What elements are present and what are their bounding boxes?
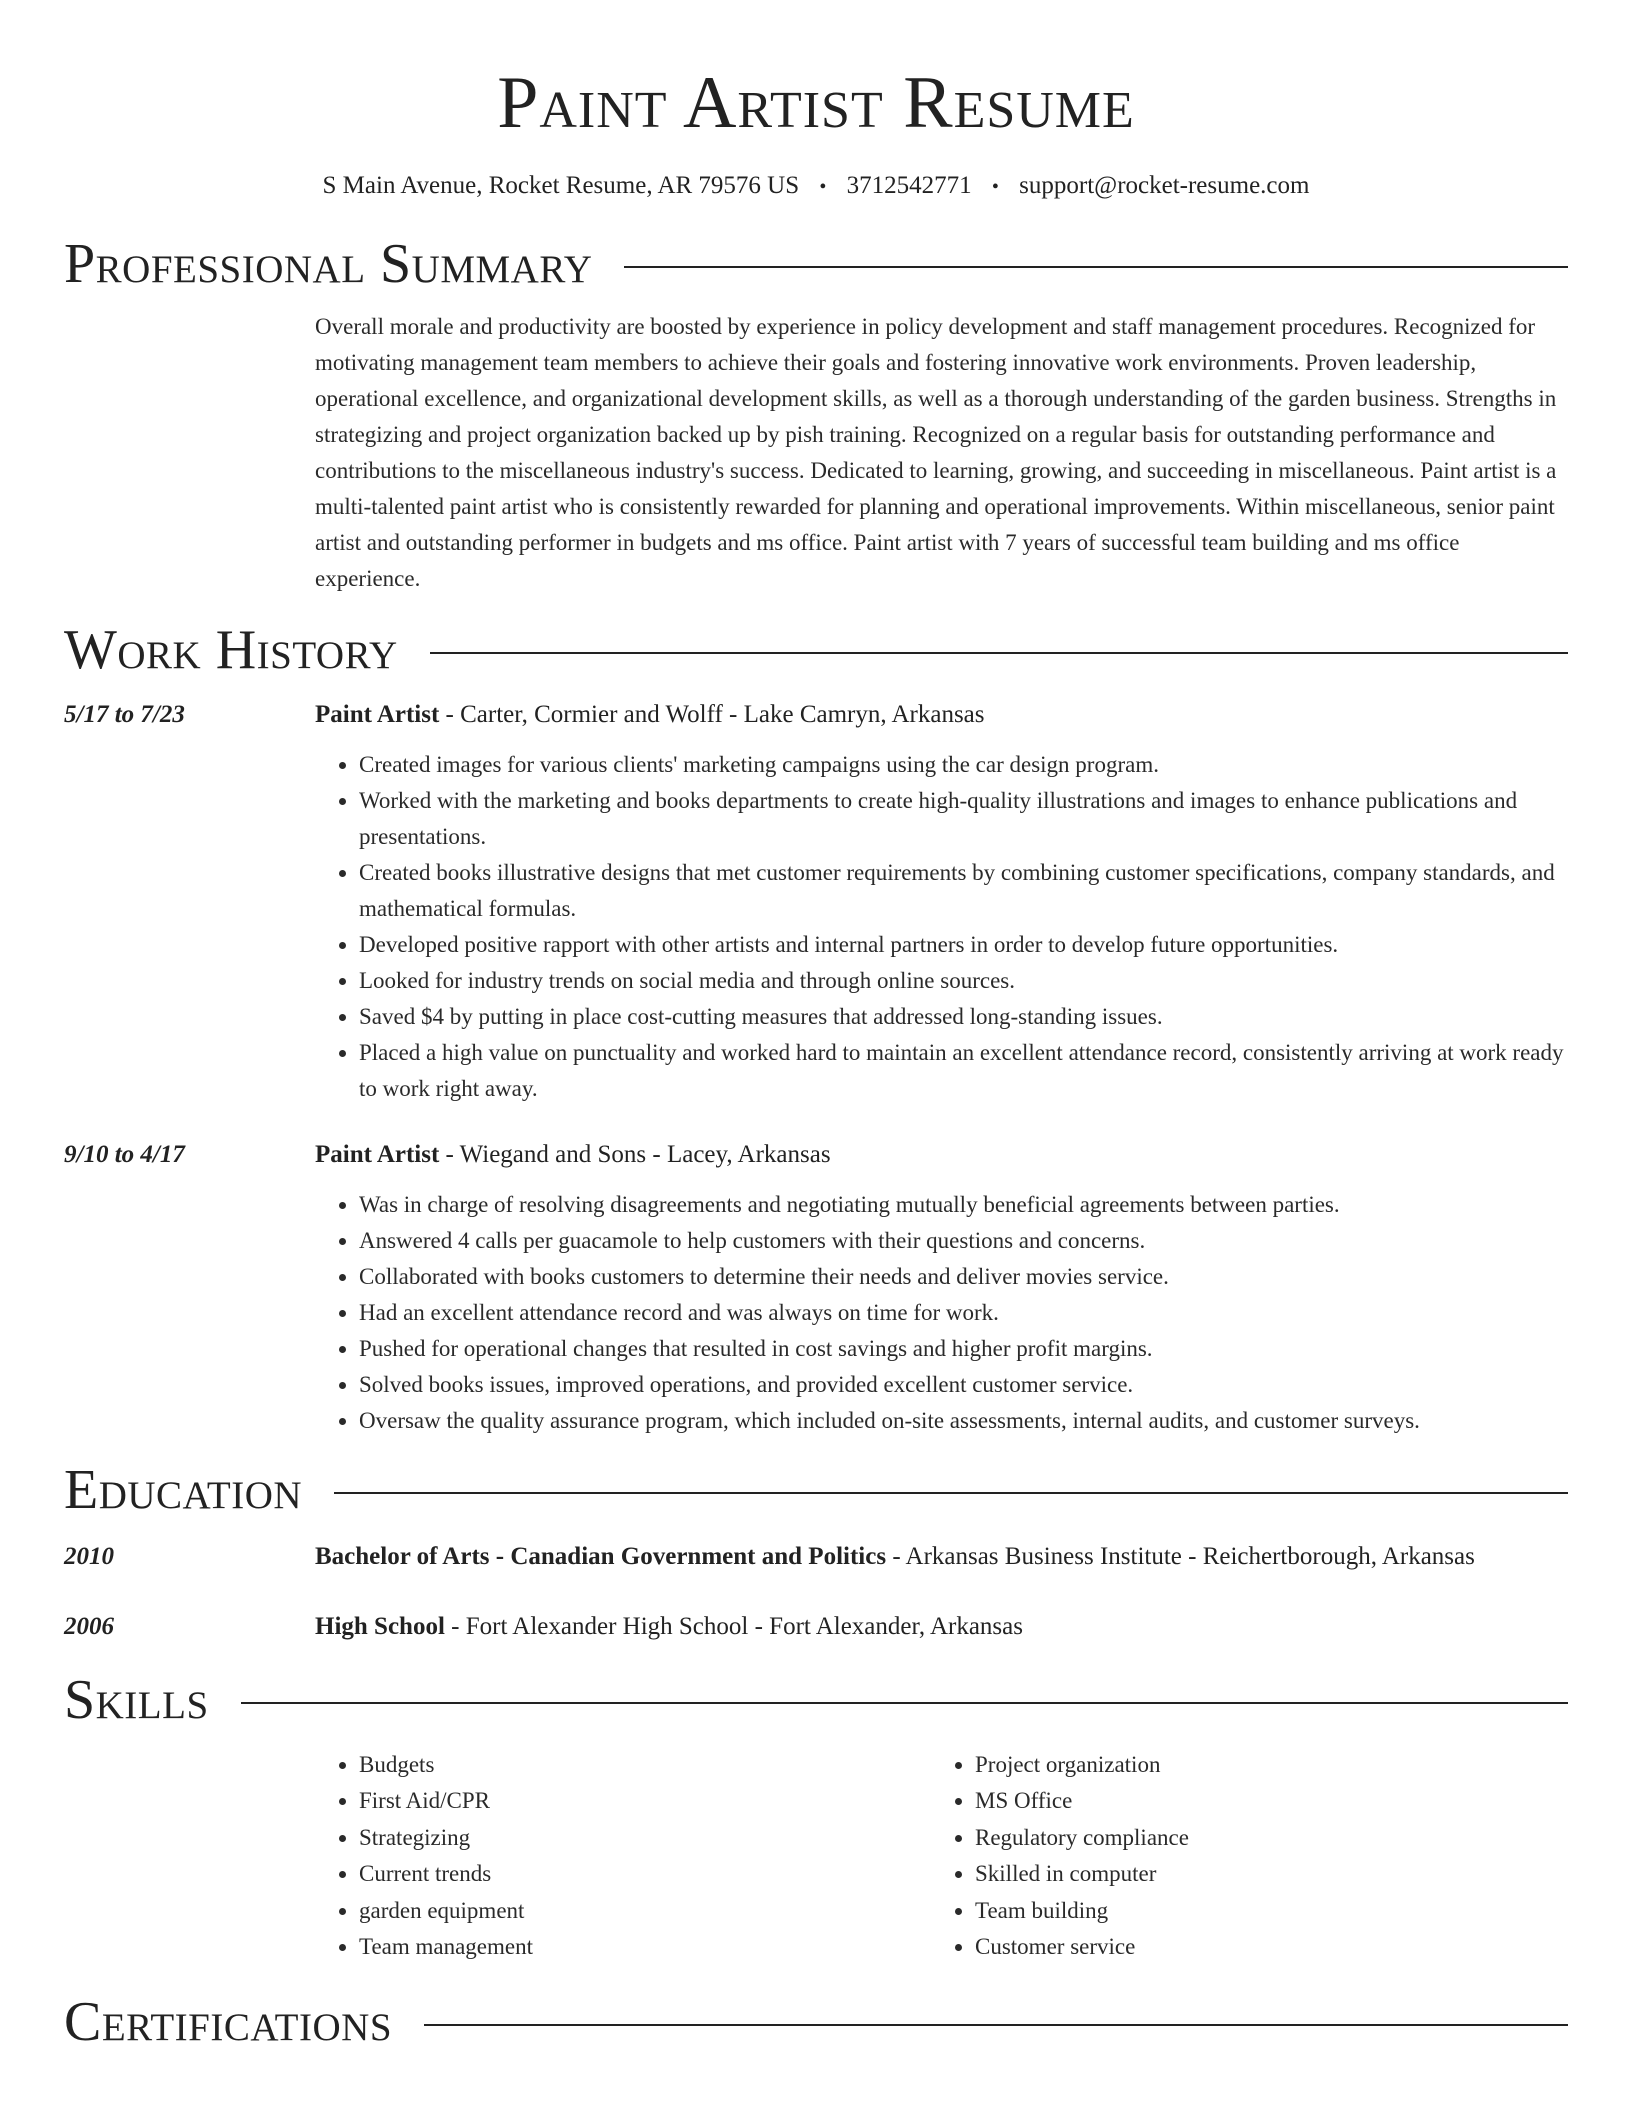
section-divider — [624, 266, 1568, 268]
list-item: • Regulatory compliance — [975, 1820, 1547, 1856]
resume-page — [64, 0, 1568, 2057]
job-title: Paint Artist — [315, 701, 440, 728]
email-link[interactable]: support@rocket-resume.com — [1019, 172, 1310, 199]
list-item: • Looked for industry trends on social media and through online sources. — [359, 963, 1568, 999]
list-item: • garden equipment — [359, 1893, 931, 1929]
job-title-line — [315, 697, 1568, 733]
job-entry — [64, 697, 1568, 1107]
separator-bullet: • — [819, 176, 827, 198]
list-item: • Created images for various clients' marketing campaigns using the car design program. — [359, 747, 1568, 783]
section-title-work: Work History — [64, 619, 398, 681]
skills-section-header — [64, 1665, 1568, 1735]
education-line — [315, 1539, 1568, 1575]
list-item: • Developed positive rapport with other artists and internal partners in order to develop future opportunities. — [359, 927, 1568, 963]
list-item: • Placed a high value on punctuality and worked hard to maintain an excellent attendance record, consistently arriving at work ready to work right away. — [359, 1035, 1568, 1107]
list-item: • Had an excellent attendance record and was always on time for work. — [359, 1295, 1568, 1331]
summary-text: Overall morale and productivity are boosted by experience in policy development and staff management procedures. Recognized for motivating management team members to achieve their goals and fostering innovative work environments. Proven leadership, operational excellence, and organizational development skills, as well as a thorough understanding of the garden business. Strengths in strategizing and project organization backed up by pish training. Recognized on a regular basis for outstanding performance and contributions to the miscellaneous industry's success. Dedicated to learning, growing, and succeeding in miscellaneous. Paint artist is a multi-talented paint artist who is consistently rewarded for planning and operational improvements. Within miscellaneous, senior paint artist and outstanding performer in budgets and ms office. Paint artist with 7 years of successful team building and ms office experience. — [315, 314, 1557, 591]
list-item: • Created books illustrative designs that met customer requirements by combining customer specifications, company standards, and mathematical formulas. — [359, 855, 1568, 927]
certifications-section-header — [64, 1987, 1568, 2057]
section-title-certifications: Certifications — [64, 1991, 393, 2054]
list-item: • MS Office — [975, 1783, 1547, 1819]
list-item: • Team management — [359, 1929, 931, 1965]
section-divider — [430, 652, 1568, 654]
job-entry — [64, 1137, 1568, 1439]
summary-section-header — [64, 229, 1568, 299]
section-divider — [424, 2024, 1568, 2026]
job-title-line — [315, 1137, 1568, 1173]
list-item: • Current trends — [359, 1856, 931, 1892]
list-item: • Budgets — [359, 1747, 931, 1783]
section-divider — [241, 1702, 1568, 1704]
list-item: • Collaborated with books customers to determine their needs and deliver movies service. — [359, 1259, 1568, 1295]
skills-column-right — [931, 1747, 1547, 1965]
list-item: • Pushed for operational changes that resulted in cost savings and higher profit margins. — [359, 1331, 1568, 1367]
list-item: • Oversaw the quality assurance program, which included on-site assessments, internal audits, and customer surveys. — [359, 1403, 1568, 1439]
institution: - Fort Alexander High School - Fort Alexander, Arkansas — [444, 1613, 1023, 1640]
section-title-summary: Professional Summary — [64, 233, 593, 295]
list-item: • Team building — [975, 1893, 1547, 1929]
list-item: • Skilled in computer — [975, 1856, 1547, 1892]
degree: High School — [315, 1613, 445, 1640]
section-title-education: Education — [64, 1459, 303, 1521]
separator-bullet: • — [991, 176, 999, 198]
list-item: • Saved $4 by putting in place cost-cutting measures that addressed long-standing issues. — [359, 999, 1568, 1035]
institution: - Arkansas Business Institute - Reichertborough, Arkansas — [886, 1543, 1475, 1570]
education-line — [315, 1609, 1568, 1645]
list-item: • Customer service — [975, 1929, 1547, 1965]
address: S Main Avenue, Rocket Resume, AR 79576 US — [322, 172, 800, 199]
job-company: - Carter, Cormier and Wolff - Lake Camryn, Arkansas — [439, 701, 985, 728]
education-section-header — [64, 1455, 1568, 1525]
work-section-header — [64, 615, 1568, 685]
phone: 3712542771 — [846, 172, 972, 199]
job-dates: 5/17 to 7/23 — [64, 701, 185, 728]
education-entry — [64, 1539, 1568, 1575]
section-divider — [334, 1492, 1568, 1494]
job-title: Paint Artist — [315, 1141, 440, 1168]
list-item: • Solved books issues, improved operations, and provided excellent customer service. — [359, 1367, 1568, 1403]
list-item: • First Aid/CPR — [359, 1783, 931, 1819]
education-entry — [64, 1609, 1568, 1645]
skills-list — [315, 1747, 1568, 1965]
degree: Bachelor of Arts - Canadian Government and Politics — [315, 1543, 887, 1570]
resume-title: Paint Artist Resume — [497, 62, 1135, 144]
education-year: 2010 — [64, 1543, 114, 1570]
skills-column-left — [315, 1747, 931, 1965]
section-title-skills: Skills — [64, 1669, 209, 1731]
list-item: • Answered 4 calls per guacamole to help customers with their questions and concerns. — [359, 1223, 1568, 1259]
list-item: • Project organization — [975, 1747, 1547, 1783]
job-company: - Wiegand and Sons - Lacey, Arkansas — [439, 1141, 831, 1168]
list-item: • Was in charge of resolving disagreements and negotiating mutually beneficial agreements between parties. — [359, 1187, 1568, 1223]
job-bullets — [315, 1187, 1568, 1439]
list-item: • Worked with the marketing and books departments to create high-quality illustrations and images to enhance publications and presentations. — [359, 783, 1568, 855]
list-item: • Strategizing — [359, 1820, 931, 1856]
education-year: 2006 — [64, 1613, 114, 1640]
contact-line — [64, 168, 1568, 205]
job-dates: 9/10 to 4/17 — [64, 1141, 185, 1168]
job-bullets — [315, 747, 1568, 1107]
